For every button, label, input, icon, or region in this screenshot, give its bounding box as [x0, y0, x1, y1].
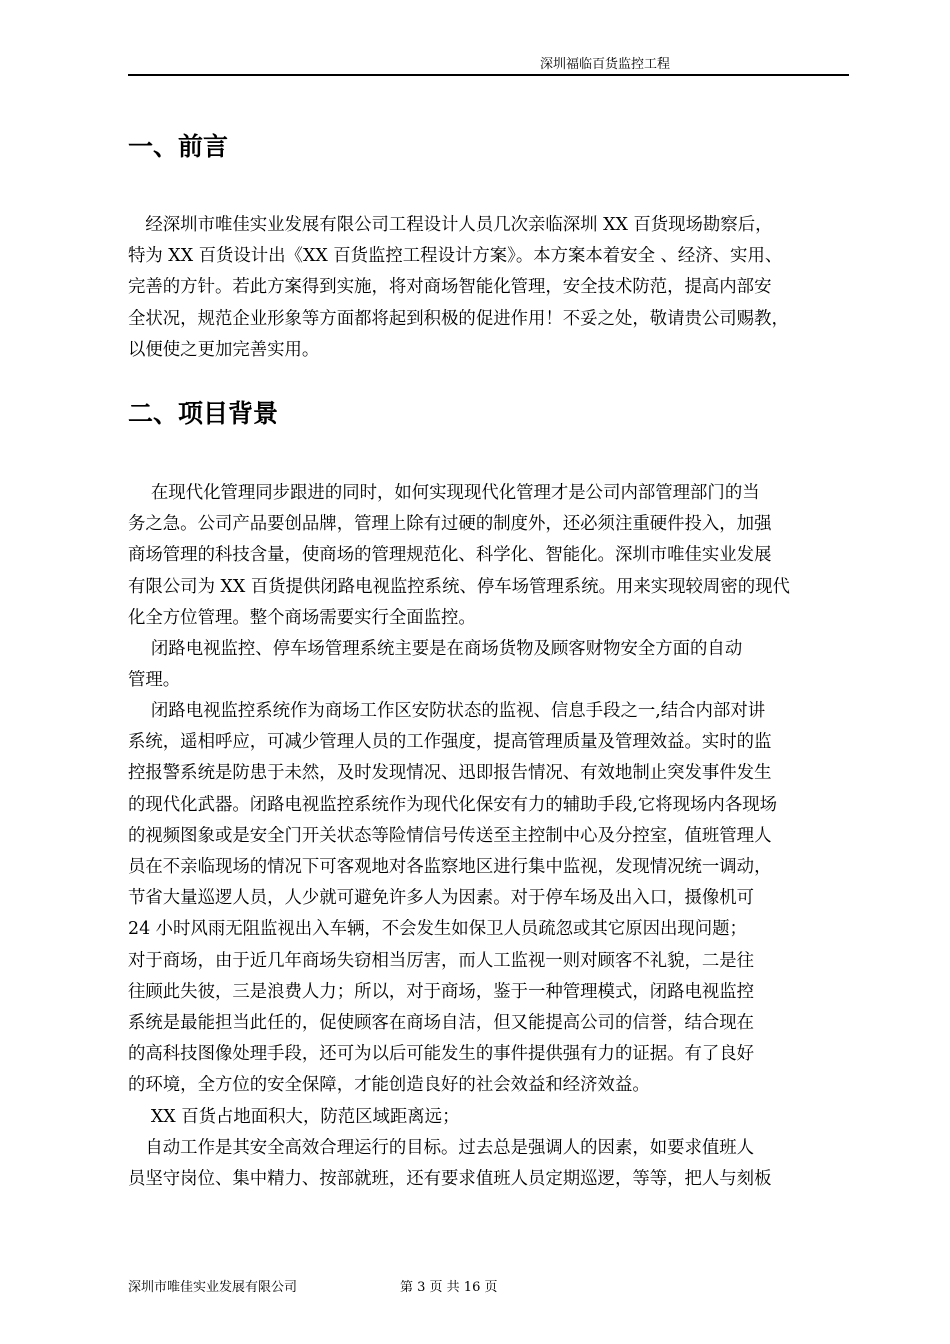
text-line: 经深圳市唯佳实业发展有限公司工程设计人员几次亲临深圳 XX 百货现场勘察后，: [128, 215, 773, 235]
text-line: 往顾此失彼，三是浪费人力；所以，对于商场，鉴于一种管理模式，闭路电视监控: [128, 981, 755, 1002]
text-line: 的视频图象或是安全门开关状态等险情信号传送至主控制中心及分控室，值班管理人: [128, 825, 772, 846]
text-line: 有限公司为 XX 百货提供闭路电视监控系统、停车场管理系统。用来实现较周密的现代: [128, 576, 790, 597]
text-line: 务之急。公司产品要创品牌，管理上除有过硬的制度外，还必须注重硬件投入，加强: [128, 514, 772, 535]
footer-page-number: 第 3 页 共 16 页: [400, 1280, 498, 1295]
text-line: 系统，遥相呼应，可减少管理人员的工作强度，提高管理质量及管理效益。实时的监: [128, 732, 772, 753]
header-title: 深圳福临百货监控工程: [540, 57, 671, 72]
text-line: 管理。: [128, 670, 181, 691]
text-line: XX 百货占地面积大，防范区域距离远；: [128, 1107, 460, 1127]
text-line: 节省大量巡逻人员，人少就可避免许多人为因素。对于停车场及出入口，摄像机可: [128, 888, 755, 909]
text-line: 的高科技图像处理手段，还可为以后可能发生的事件提供强有力的证据。有了良好: [128, 1044, 755, 1065]
paragraph-background-3: [128, 696, 852, 1102]
text-line: 闭路电视监控、停车场管理系统主要是在商场货物及顾客财物安全方面的自动: [128, 639, 743, 659]
text-line: 特为 XX 百货设计出《XX 百货监控工程设计方案》。本方案本着安全 、经济、实用、: [128, 246, 783, 267]
text-line: 的环境，全方位的安全保障，才能创造良好的社会效益和经济效益。: [128, 1075, 650, 1096]
footer-company: 深圳市唯佳实业发展有限公司: [128, 1280, 298, 1295]
text-line: 自动工作是其安全高效合理运行的目标。过去总是强调人的因素，如要求值班人: [128, 1138, 755, 1158]
text-line: 以便使之更加完善实用。: [128, 339, 320, 360]
section-heading-background: 二、项目背景: [128, 399, 279, 428]
text-line: 商场管理的科技含量，使商场的管理规范化、科学化、智能化。深圳市唯佳实业发展: [128, 545, 772, 566]
text-line: 员在不亲临现场的情况下可客观地对各监察地区进行集中监视，发现情况统一调动，: [128, 857, 772, 878]
paragraph-preface: [128, 210, 852, 366]
paragraph-background-4: [128, 1102, 852, 1133]
paragraph-background-1: [128, 478, 852, 634]
text-line: 的现代化武器。闭路电视监控系统作为现代化保安有力的辅助手段,它将现场内各现场: [128, 794, 777, 815]
text-line: 24 小时风雨无阻监视出入车辆，不会发生如保卫人员疏忽或其它原因出现问题；: [128, 919, 747, 940]
text-line: 对于商场，由于近几年商场失窃相当厉害，而人工监视一则对顾客不礼貌，二是往: [128, 950, 755, 971]
paragraph-background-2: [128, 634, 852, 696]
paragraph-background-5: [128, 1133, 852, 1195]
text-line: 完善的方针。若此方案得到实施，将对商场智能化管理，安全技术防范，提高内部安: [128, 277, 772, 298]
text-line: 化全方位管理。整个商场需要实行全面监控。: [128, 607, 476, 628]
text-line: 系统是最能担当此任的，促使顾客在商场自洁，但又能提高公司的信誉，结合现在: [128, 1013, 755, 1034]
text-line: 全状况，规范企业形象等方面都将起到积极的促进作用！不妥之处，敬请贵公司赐教，: [128, 308, 789, 329]
text-line: 在现代化管理同步跟进的同时，如何实现现代化管理才是公司内部管理部门的当: [128, 483, 760, 503]
section-heading-preface: 一、前言: [128, 132, 229, 161]
text-line: 闭路电视监控系统作为商场工作区安防状态的监视、信息手段之一,结合内部对讲: [128, 701, 766, 721]
header-divider: [128, 74, 849, 76]
text-line: 控报警系统是防患于未然，及时发现情况、迅即报告情况、有效地制止突发事件发生: [128, 763, 772, 784]
text-line: 员坚守岗位、集中精力、按部就班，还有要求值班人员定期巡逻，等等，把人与刻板: [128, 1169, 772, 1190]
